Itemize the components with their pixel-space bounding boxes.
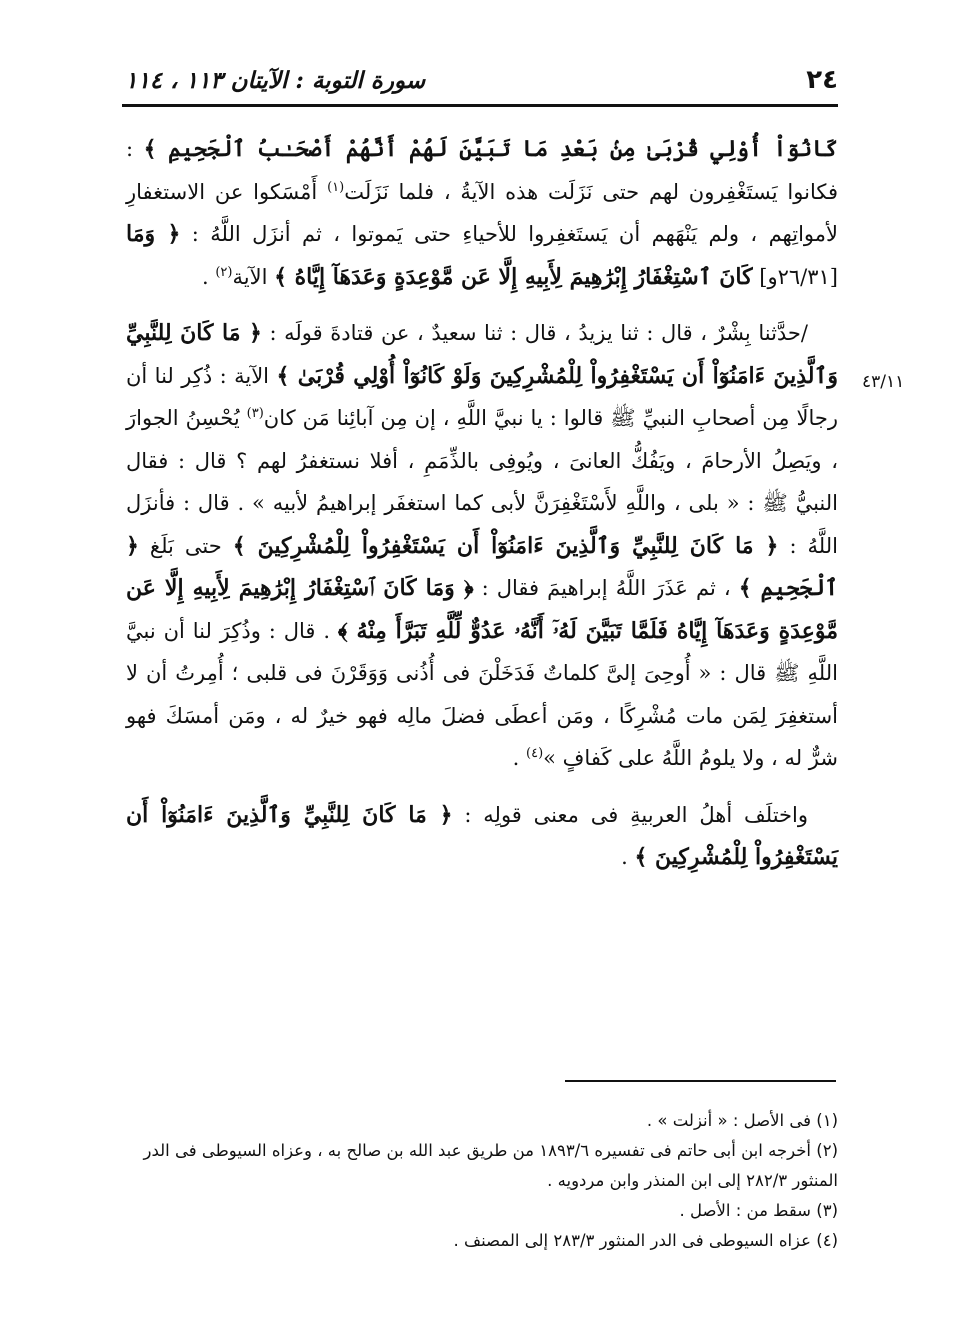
footnote: (٢) أخرجه ابن أبى حاتم فى تفسيره ١٨٩٣/٦ من طريق عبد الله بن صالح به ، وعزاه السيوطى فى الدر المنثور ٢٨٢/٣ إلى ابن المنذر وابن مردويه . [143,1141,838,1190]
header-rule [122,104,838,107]
page-header [125,58,838,102]
paragraph-text: . [512,746,526,770]
paragraph-text: ، ثم عَذَرَ اللَّهُ إبراهيمَ فقال : [473,576,739,600]
quran-verse: ﴿ مَا كَانَ لِلنَّبِيِّ وَٱلَّذِينَ ءَامَنُوٓاْ أَن يَسْتَغْفِرُواْ لِلْمُشْرِكِينَ وَلَوْ كَانُوٓاْ أُوْلِي قُرْبَىٰ ﴾ [126,320,838,389]
body-paragraph [126,128,838,298]
footnote: (٣) سقط من : الأصل . [679,1201,838,1220]
quran-verse: كَانُوٓاْ أُوْلِي قُرْبَىٰ مِنۢ بَعْدِ مَا تَبَيَّنَ لَهُمْ أَنَّهُمْ أَصْحَـٰبُ ٱلْجَحِيمِ ﴾ [143,136,838,162]
quran-verse: ﴿ وَمَا [126,221,181,247]
quran-verse: ﴿ وَمَا كَانَ ٱسْتِغْفَارُ إِبْرَٰهِيمَ لِأَبِيهِ إِلَّا عَن مَّوْعِدَةٍ وَعَدَهَآ إِيَّاهُ فَلَمَّا تَبَيَّنَ لَهُۥٓ أَنَّهُۥ عَدُوٌّ لِّلَّهِ تَبَرَّأَ مِنْهُ ﴾ [126,575,839,644]
paragraph-text: : فكانوا يَستَغْفِرون لهم حتى نَزَلَت هذه الآيةُ ، فلما نَزَلَت [126,137,838,204]
paragraph-text: حتى بَلَغ [138,533,233,558]
footnote-reference: (٤) [526,746,544,761]
quran-verse: كَانَ ٱسْتِغْفَارُ إِبْرَٰهِيمَ لِأَبِيهِ إِلَّا عَن مَّوْعِدَةٍ وَعَدَهَآ إِيَّاهُ ﴾ [274,263,753,290]
footnote-reference: (٣) [246,406,264,421]
footnote: (٤) عزاه السيوطى فى الدر المنثور ٢٨٣/٣ إلى المصنف . [453,1231,838,1250]
footnote-rule [565,1080,836,1082]
paragraph-text: /حدَّثنا بِشْرٌ ، قال : ثنا يزيدُ ، قال : ثنا سعيدٌ ، عن قتادةَ قولَه : [261,321,808,345]
footnote-reference: (٢) [215,264,233,280]
page-number: ٢٤ [806,65,838,95]
quran-verse: ﴿ مَا كَانَ لِلنَّبِيِّ وَٱلَّذِينَ ءَامَنُوٓاْ أَن يَسْتَغْفِرُواْ لِلْمُشْرِكِينَ ﴾ [232,532,779,559]
body-paragraph [126,312,838,780]
body-text [126,128,838,879]
paragraph-text: الآية : ذُكِر لنا أن رجالًا مِن أصحابِ النبيِّ ﷺ قالوا : يا نبيَّ اللَّهِ ، إن مِن آبائِنا مَن كان [126,363,838,430]
paragraph-text: الآية [232,264,275,289]
paragraph-text: أَمْسَكوا عن الاستغفارِ لأمواتِهم ، ولم يَنْهَهم أن يَستَغفِروا للأحياءِ حتى يَموتوا ، ثم أنزَل اللَّهُ : [126,179,838,246]
running-title: سورة التوبة : الآيتان ١١٣ ، ١١٤ [125,66,426,94]
paragraph-text: . [621,845,635,869]
paragraph-text: . [201,264,216,289]
footnote-reference: (١) [327,179,345,195]
margin-reference: ٤٣/١١ [862,372,905,392]
body-paragraph [126,794,838,879]
quran-verse: ﴿ مَا كَانَ لِلنَّبِيِّ وَٱلَّذِينَ ءَامَنُوٓاْ أَن يَسْتَغْفِرُواْ لِلْمُشْرِكِينَ ﴾ [126,801,838,870]
paragraph-text: [٢٦/٣١و] [752,264,838,289]
quran-verse: ﴿ ٱلْجَحِيمِ ﴾ [126,532,838,601]
paragraph-text: واختلَف أهلُ العربيةِ فى معنى قولِه : [452,802,808,827]
footnote: (١) فى الأصل : « أنزلت » . [646,1111,838,1130]
paragraph-text: يُحْسِنُ الجوارَ ، ويَصِلُ الأرحامَ ، ويَفُكُّ العانىَ ، ويُوفِى بالذِّمَمِ ، أفلا نستغفرُ لهم ؟ قال : فقال النبيُّ ﷺ : « بلى ، واللَّهِ لأَسْتَغْفِرَنَّ لأبى كما استغفَر إبراهيمُ لأبيه » . قال : فأنزَل اللَّهُ : [126,406,838,558]
paragraph-text: . قال : وذُكِرَ لنا أن نبيَّ اللَّهِ ﷺ قال : « أُوحِىَ إلىَّ كلماتٌ فَدَخَلْنَ فى أُذُنى وَوَقَرْنَ فى قلبى ؛ أُمِرتُ أن لا أستغفِرَ لِمَن مات مُشْرِكًا ، ومَن أعطَى فضلَ مالِه فهو خيرٌ له ، ومَن أمسَكَ فهو شرٌّ له ، ولا يلومُ اللَّهُ على كَفافٍ » [126,618,838,770]
footnotes [126,1106,838,1256]
